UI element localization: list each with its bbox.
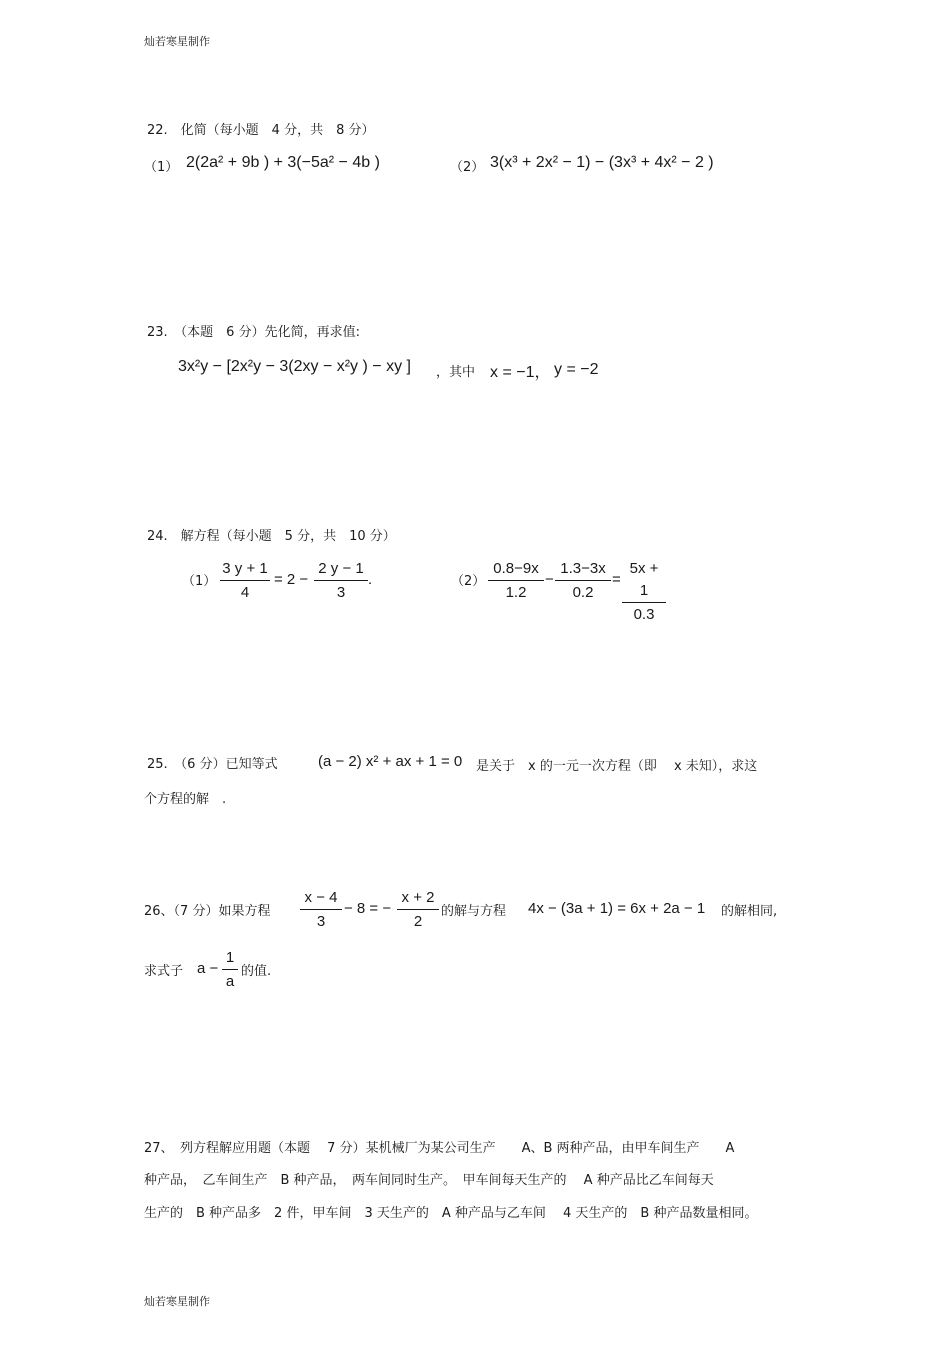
fraction-numerator: x + 2 xyxy=(397,887,439,910)
q27-line1: 27、 列方程解应用题（本题 7 分）某机械厂为某公司生产 A、B 两种产品，由甲车间生产 A xyxy=(144,1141,735,1156)
q23-y-value: y = −2 xyxy=(554,361,599,378)
fraction-numerator: 2 y − 1 xyxy=(314,558,368,581)
fraction-numerator: 3 y + 1 xyxy=(220,558,270,581)
q24-part2-fraction-1 xyxy=(488,558,544,605)
q22-part1-label: （1） xyxy=(144,160,179,175)
q24-title: 24. 解方程（每小题 5 分，共 10 分） xyxy=(147,529,396,544)
q26-line2-intro: 求式子 xyxy=(144,964,184,979)
fraction-numerator: x − 4 xyxy=(300,887,342,910)
fraction-denominator: 1.2 xyxy=(505,584,527,601)
fraction-denominator: 4 xyxy=(240,584,250,601)
q25-question: 是关于 x 的一元一次方程（即 x 未知），求这 xyxy=(476,759,758,774)
fraction-denominator: 2 xyxy=(413,913,423,930)
q25-line2: 个方程的解 . xyxy=(144,792,227,807)
fraction-denominator: 0.2 xyxy=(572,584,594,601)
q27-line2: 种产品， 乙车间生产 B 种产品， 两车间同时生产。 甲车间每天生产的 A 种产品比乙车间每天 xyxy=(144,1173,714,1188)
q24-part2-operator-1: − xyxy=(545,571,554,588)
q26-equation-2: 4x − (3a + 1) = 6x + 2a − 1 xyxy=(528,900,706,917)
q26-middle-2: 的解与方程 xyxy=(441,904,507,919)
q24-part1-fraction-2 xyxy=(314,558,368,605)
q23-title: 23. （本题 6 分）先化简，再求值: xyxy=(147,325,360,340)
q25-equation: (a − 2) x² + ax + 1 = 0 xyxy=(318,753,463,770)
q24-part2-fraction-3 xyxy=(622,558,666,627)
q22-part1-expression: 2(2a² + 9b ) + 3(−5a² − 4b ) xyxy=(186,154,380,171)
q26-line2-end: 的值. xyxy=(241,964,272,979)
q25-intro: 25. （6 分）已知等式 xyxy=(147,757,278,772)
q26-line2-expression: a − xyxy=(197,960,219,977)
page-footer: 灿若寒星制作 xyxy=(144,1295,210,1308)
q26-fraction-1 xyxy=(300,887,342,934)
q22-part2-label: （2） xyxy=(450,160,485,175)
fraction-numerator: 1.3−3x xyxy=(555,558,611,581)
fraction-denominator: 3 xyxy=(316,913,326,930)
q26-prefix: 26、（7 分）如果方程 xyxy=(144,904,271,919)
q24-part1-fraction-1 xyxy=(220,558,270,605)
q24-part1-middle: = 2 − xyxy=(274,571,309,588)
fraction-numerator: 5x + 1 xyxy=(622,558,666,603)
q26-fraction-3 xyxy=(222,947,238,994)
fraction-numerator: 0.8−9x xyxy=(488,558,544,581)
q26-suffix: 的解相同, xyxy=(721,904,778,919)
q24-part2-label: （2） xyxy=(451,574,486,589)
q23-expression: 3x²y − [2x²y − 3(2xy − x²y ) − xy ] xyxy=(178,358,411,375)
q22-part2-expression: 3(x³ + 2x² − 1) − (3x³ + 4x² − 2 ) xyxy=(490,154,714,171)
fraction-denominator: 3 xyxy=(336,584,346,601)
fraction-denominator: 0.3 xyxy=(633,606,655,623)
q22-title: 22. 化简（每小题 4 分，共 8 分） xyxy=(147,123,375,138)
q23-condition-label: ，其中 xyxy=(436,365,476,380)
page-header: 灿若寒星制作 xyxy=(144,35,210,48)
q26-fraction-2 xyxy=(397,887,439,934)
q23-x-value: x = −1， xyxy=(490,364,551,381)
q26-middle-1: − 8 = − xyxy=(344,900,392,917)
q27-line3: 生产的 B 种产品多 2 件，甲车间 3 天生产的 A 种产品与乙车间 4 天生产的 B 种产品数量相同。 xyxy=(144,1206,758,1221)
q24-part1-label: （1） xyxy=(182,574,217,589)
fraction-denominator: a xyxy=(225,973,235,990)
q24-part1-period: . xyxy=(368,571,373,588)
fraction-numerator: 1 xyxy=(222,947,238,970)
q24-part2-fraction-2 xyxy=(555,558,611,605)
q24-part2-operator-2: = xyxy=(612,571,621,588)
